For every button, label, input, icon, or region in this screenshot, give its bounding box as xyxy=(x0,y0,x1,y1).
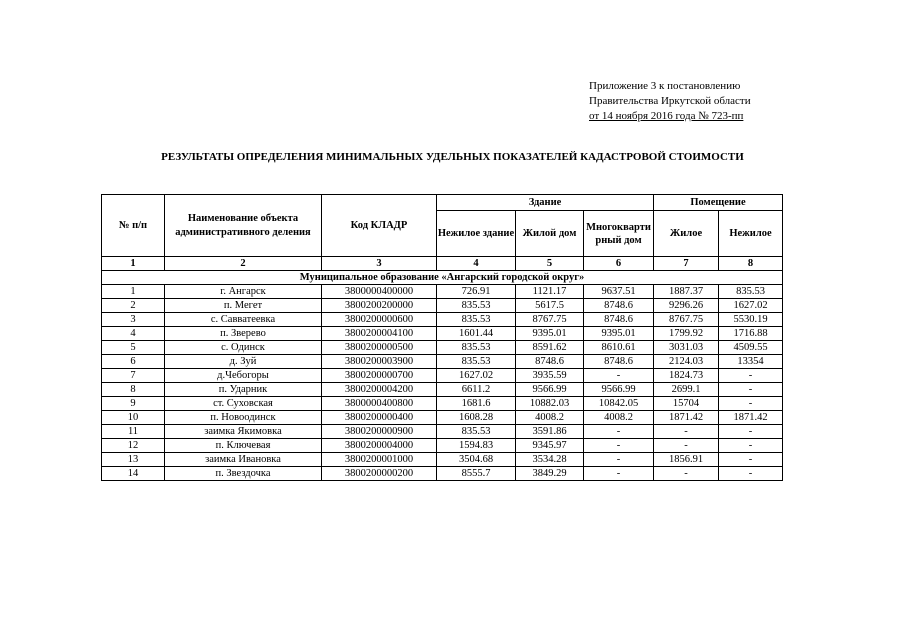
premises-residential-value: - xyxy=(654,425,719,439)
kladr-code: 3800200000400 xyxy=(322,411,437,425)
building-residential-value: 8591.62 xyxy=(516,341,584,355)
building-apartment-value: 4008.2 xyxy=(584,411,654,425)
building-nonresidential-value: 835.53 xyxy=(437,299,516,313)
building-apartment-value: 9637.51 xyxy=(584,285,654,299)
building-residential-value: 4008.2 xyxy=(516,411,584,425)
premises-nonresidential-value: 835.53 xyxy=(719,285,783,299)
column-number: 6 xyxy=(584,257,654,271)
row-number: 1 xyxy=(102,285,165,299)
row-number: 11 xyxy=(102,425,165,439)
premises-residential-value: 2124.03 xyxy=(654,355,719,369)
premises-nonresidential-value: - xyxy=(719,467,783,481)
building-residential-value: 8748.6 xyxy=(516,355,584,369)
header-premises-residential: Жилое xyxy=(654,211,719,257)
appendix-line-1: Приложение 3 к постановлению xyxy=(589,80,741,92)
table-row xyxy=(102,467,783,481)
appendix-line-2: Правительства Иркутской области xyxy=(589,95,751,107)
table-row xyxy=(102,355,783,369)
building-nonresidential-value: 1681.6 xyxy=(437,397,516,411)
territory-name: п. Зверево xyxy=(165,327,322,341)
building-nonresidential-value: 1594.83 xyxy=(437,439,516,453)
building-nonresidential-value: 1627.02 xyxy=(437,369,516,383)
premises-residential-value: 8767.75 xyxy=(654,313,719,327)
building-nonresidential-value: 835.53 xyxy=(437,341,516,355)
building-apartment-value: 10842.05 xyxy=(584,397,654,411)
cadastral-value-table xyxy=(101,194,783,481)
kladr-code: 3800200004100 xyxy=(322,327,437,341)
table-row xyxy=(102,369,783,383)
building-apartment-value: 8748.6 xyxy=(584,299,654,313)
premises-residential-value: 1824.73 xyxy=(654,369,719,383)
building-nonresidential-value: 1608.28 xyxy=(437,411,516,425)
territory-name: д. Зуй xyxy=(165,355,322,369)
building-nonresidential-value: 835.53 xyxy=(437,355,516,369)
row-number: 13 xyxy=(102,453,165,467)
row-number: 6 xyxy=(102,355,165,369)
table-row xyxy=(102,383,783,397)
territory-name: ст. Суховская xyxy=(165,397,322,411)
header-building-group: Здание xyxy=(437,195,654,211)
premises-residential-value: 1887.37 xyxy=(654,285,719,299)
row-number: 14 xyxy=(102,467,165,481)
table-row xyxy=(102,299,783,313)
building-nonresidential-value: 835.53 xyxy=(437,425,516,439)
territory-name: п. Мегет xyxy=(165,299,322,313)
building-nonresidential-value: 835.53 xyxy=(437,313,516,327)
territory-name: г. Ангарск xyxy=(165,285,322,299)
row-number: 8 xyxy=(102,383,165,397)
building-apartment-value: - xyxy=(584,467,654,481)
building-apartment-value: - xyxy=(584,425,654,439)
building-apartment-value: 9566.99 xyxy=(584,383,654,397)
building-residential-value: 1121.17 xyxy=(516,285,584,299)
territory-name: заимка Ивановка xyxy=(165,453,322,467)
table-row xyxy=(102,411,783,425)
premises-nonresidential-value: - xyxy=(719,453,783,467)
appendix-line-3: от 14 ноября 2016 года № 723-пп xyxy=(589,110,744,122)
premises-nonresidential-value: 4509.55 xyxy=(719,341,783,355)
column-numbers-row xyxy=(102,257,783,271)
premises-nonresidential-value: - xyxy=(719,397,783,411)
building-apartment-value: - xyxy=(584,439,654,453)
territory-name: п. Звездочка xyxy=(165,467,322,481)
header-name: Наименование объекта административного деления xyxy=(165,195,322,257)
kladr-code: 3800200004000 xyxy=(322,439,437,453)
row-number: 3 xyxy=(102,313,165,327)
header-kladr: Код КЛАДР xyxy=(322,195,437,257)
section-heading: Муниципальное образование «Ангарский городской округ» xyxy=(102,271,783,285)
building-nonresidential-value: 3504.68 xyxy=(437,453,516,467)
building-apartment-value: - xyxy=(584,453,654,467)
row-number: 5 xyxy=(102,341,165,355)
territory-name: с. Савватеевка xyxy=(165,313,322,327)
kladr-code: 3800200003900 xyxy=(322,355,437,369)
premises-residential-value: 9296.26 xyxy=(654,299,719,313)
building-apartment-value: 8748.6 xyxy=(584,355,654,369)
row-number: 7 xyxy=(102,369,165,383)
header-building-nonresidential: Нежилое здание xyxy=(437,211,516,257)
kladr-code: 3800200001000 xyxy=(322,453,437,467)
building-apartment-value: 8748.6 xyxy=(584,313,654,327)
table-row xyxy=(102,327,783,341)
premises-nonresidential-value: 13354 xyxy=(719,355,783,369)
kladr-code: 3800000400000 xyxy=(322,285,437,299)
premises-nonresidential-value: 5530.19 xyxy=(719,313,783,327)
building-apartment-value: 9395.01 xyxy=(584,327,654,341)
premises-nonresidential-value: - xyxy=(719,383,783,397)
territory-name: д.Чебогоры xyxy=(165,369,322,383)
table-row xyxy=(102,397,783,411)
table-row xyxy=(102,341,783,355)
document-title: РЕЗУЛЬТАТЫ ОПРЕДЕЛЕНИЯ МИНИМАЛЬНЫХ УДЕЛЬНЫХ ПОКАЗАТЕЛЕЙ КАДАСТРОВОЙ СТОИМОСТИ xyxy=(161,151,744,163)
building-residential-value: 10882.03 xyxy=(516,397,584,411)
premises-residential-value: 15704 xyxy=(654,397,719,411)
kladr-code: 3800200004200 xyxy=(322,383,437,397)
territory-name: заимка Якимовка xyxy=(165,425,322,439)
premises-nonresidential-value: - xyxy=(719,369,783,383)
kladr-code: 3800200200000 xyxy=(322,299,437,313)
row-number: 2 xyxy=(102,299,165,313)
table-row xyxy=(102,425,783,439)
premises-residential-value: 1856.91 xyxy=(654,453,719,467)
building-residential-value: 8767.75 xyxy=(516,313,584,327)
column-number: 1 xyxy=(102,257,165,271)
building-apartment-value: 8610.61 xyxy=(584,341,654,355)
column-number: 4 xyxy=(437,257,516,271)
premises-nonresidential-value: 1716.88 xyxy=(719,327,783,341)
premises-residential-value: 2699.1 xyxy=(654,383,719,397)
header-building-apartment: Многоквартирный дом xyxy=(584,211,654,257)
header-num: № п/п xyxy=(102,195,165,257)
territory-name: п. Ударник xyxy=(165,383,322,397)
column-number: 7 xyxy=(654,257,719,271)
header-premises-group: Помещение xyxy=(654,195,783,211)
column-number: 5 xyxy=(516,257,584,271)
building-residential-value: 9566.99 xyxy=(516,383,584,397)
header-building-residential: Жилой дом xyxy=(516,211,584,257)
building-nonresidential-value: 1601.44 xyxy=(437,327,516,341)
building-residential-value: 3591.86 xyxy=(516,425,584,439)
premises-nonresidential-value: - xyxy=(719,439,783,453)
premises-residential-value: 1871.42 xyxy=(654,411,719,425)
building-nonresidential-value: 8555.7 xyxy=(437,467,516,481)
premises-nonresidential-value: - xyxy=(719,425,783,439)
kladr-code: 3800200000500 xyxy=(322,341,437,355)
premises-residential-value: - xyxy=(654,467,719,481)
premises-residential-value: - xyxy=(654,439,719,453)
row-number: 12 xyxy=(102,439,165,453)
territory-name: п. Ключевая xyxy=(165,439,322,453)
premises-nonresidential-value: 1627.02 xyxy=(719,299,783,313)
premises-nonresidential-value: 1871.42 xyxy=(719,411,783,425)
column-number: 2 xyxy=(165,257,322,271)
building-nonresidential-value: 726.91 xyxy=(437,285,516,299)
row-number: 4 xyxy=(102,327,165,341)
table-row xyxy=(102,453,783,467)
table-row xyxy=(102,285,783,299)
appendix-block xyxy=(589,79,789,124)
table-row xyxy=(102,439,783,453)
header-premises-nonresidential: Нежилое xyxy=(719,211,783,257)
building-residential-value: 9345.97 xyxy=(516,439,584,453)
building-residential-value: 3534.28 xyxy=(516,453,584,467)
building-nonresidential-value: 6611.2 xyxy=(437,383,516,397)
building-residential-value: 5617.5 xyxy=(516,299,584,313)
column-number: 8 xyxy=(719,257,783,271)
territory-name: п. Новоодинск xyxy=(165,411,322,425)
kladr-code: 3800200000700 xyxy=(322,369,437,383)
premises-residential-value: 3031.03 xyxy=(654,341,719,355)
column-number: 3 xyxy=(322,257,437,271)
premises-residential-value: 1799.92 xyxy=(654,327,719,341)
kladr-code: 3800000400800 xyxy=(322,397,437,411)
building-residential-value: 3849.29 xyxy=(516,467,584,481)
table-row xyxy=(102,313,783,327)
row-number: 9 xyxy=(102,397,165,411)
territory-name: с. Одинск xyxy=(165,341,322,355)
building-residential-value: 9395.01 xyxy=(516,327,584,341)
building-residential-value: 3935.59 xyxy=(516,369,584,383)
row-number: 10 xyxy=(102,411,165,425)
kladr-code: 3800200000600 xyxy=(322,313,437,327)
building-apartment-value: - xyxy=(584,369,654,383)
kladr-code: 3800200000900 xyxy=(322,425,437,439)
kladr-code: 3800200000200 xyxy=(322,467,437,481)
